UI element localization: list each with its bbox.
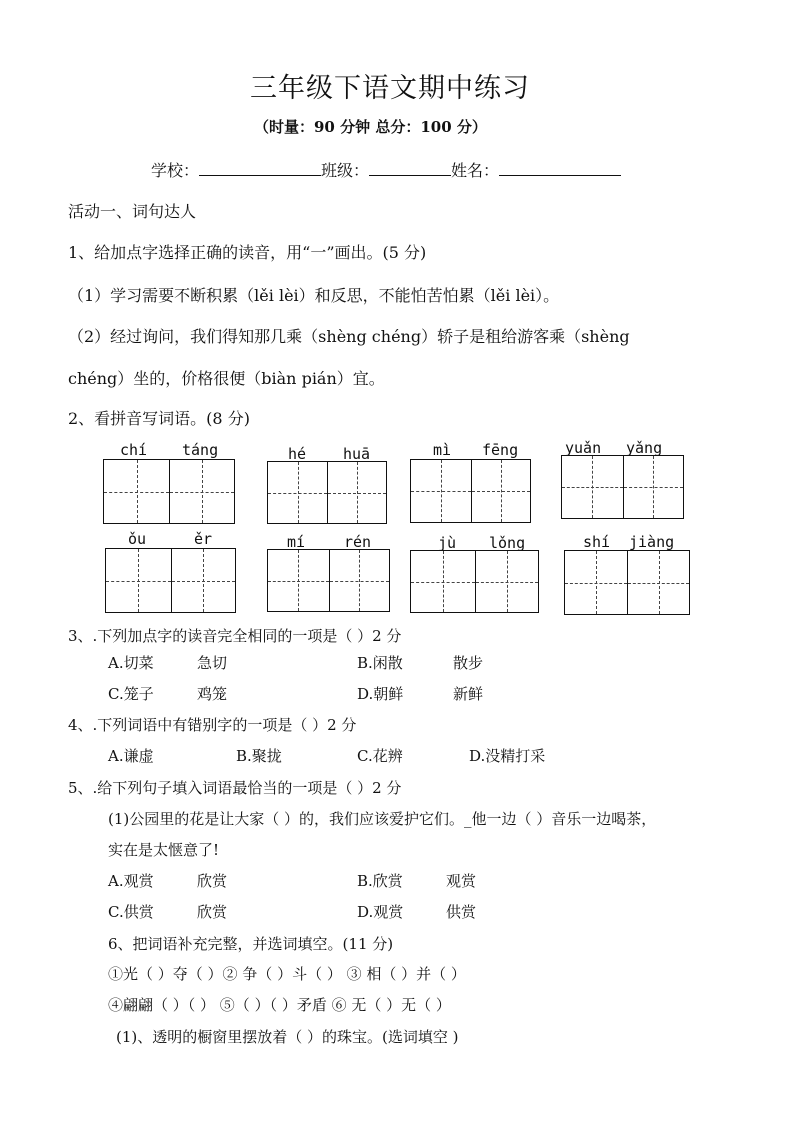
name-blank[interactable] (499, 159, 621, 176)
option-a-word: 欣赏 (197, 872, 228, 890)
question-3-prompt: 3、.下列加点字的读音完全相同的一项是（ ）2 分 (68, 627, 402, 645)
option-c-word: 欣赏 (197, 903, 228, 921)
question-2-prompt: 2、看拼音写词语。(8 分) (68, 409, 250, 428)
pinyin-label: yǎng (626, 439, 663, 457)
option-b[interactable]: B.闲散 (357, 654, 403, 672)
school-label: 学校： (151, 161, 200, 180)
writing-grid[interactable] (103, 459, 235, 524)
writing-grid[interactable] (267, 461, 387, 524)
school-blank[interactable] (199, 159, 321, 176)
question-5-sentence: 实在是太惬意了! (108, 841, 220, 859)
question-1-prompt: 1、给加点字选择正确的读音，用“一”画出。(5 分) (68, 243, 427, 262)
pinyin-label: hé (288, 445, 307, 463)
pinyin-label: lǒng (489, 534, 526, 552)
writing-grid[interactable] (105, 548, 236, 613)
question-6-line: ④翩翩（ ）（ ） ⑤（ ）（ ）矛盾 ⑥ 无（ ）无（ ） (108, 996, 451, 1014)
pinyin-label: fēng (482, 441, 519, 459)
option-b-word: 散步 (453, 654, 484, 672)
question-1-line: （1）学习需要不断积累（lěi lèi）和反思，不能怕苦怕累（lěi lèi）。 (68, 286, 560, 305)
pinyin-label: jiàng (629, 533, 675, 551)
pinyin-label: mí (287, 533, 306, 551)
page-title: 三年级下语文期中练习 (250, 73, 530, 104)
option-b[interactable]: B.欣赏 (357, 872, 403, 890)
pinyin-label: ǒu (128, 530, 147, 548)
writing-grid[interactable] (564, 550, 690, 615)
option-a-word: 急切 (197, 654, 228, 672)
pinyin-label: mì (433, 441, 452, 459)
pinyin-label: shí (583, 533, 611, 551)
option-d[interactable]: D.没精打采 (469, 747, 546, 765)
option-c[interactable]: C.供赏 (108, 903, 154, 921)
class-blank[interactable] (369, 159, 451, 176)
pinyin-label: jù (438, 534, 457, 552)
pinyin-label: chí (120, 441, 148, 459)
option-b[interactable]: B.聚拢 (236, 747, 282, 765)
pinyin-label: huā (343, 445, 371, 463)
question-4-prompt: 4、.下列词语中有错别字的一项是（ ）2 分 (68, 716, 357, 734)
exam-info: （时量：90 分钟 总分：100 分） (254, 118, 487, 136)
option-d-word: 新鲜 (453, 685, 484, 703)
writing-grid[interactable] (410, 550, 539, 613)
option-d[interactable]: D.观赏 (357, 903, 404, 921)
option-c[interactable]: C.花辨 (357, 747, 403, 765)
question-6-line: ①光（ ）夺（ ）② 争（ ）斗（ ） ③ 相（ ）并（ ） (108, 965, 466, 983)
question-6-fill-sentence: (1)、透明的橱窗里摆放着（ ）的珠宝。(选词填空 ) (116, 1028, 459, 1046)
question-5-sentence: (1)公园里的花是让大家（ ）的，我们应该爱护它们。_他一边（ ）音乐一边喝茶， (108, 810, 657, 828)
option-b-word: 观赏 (446, 872, 477, 890)
pinyin-label: rén (344, 533, 372, 551)
option-a[interactable]: A.观赏 (108, 872, 154, 890)
writing-grid[interactable] (561, 455, 684, 519)
question-1-line: （2）经过询问，我们得知那几乘（shèng chéng）轿子是租给游客乘（shèng (68, 327, 630, 346)
question-6-prompt: 6、把词语补充完整，并选词填空。(11 分) (108, 935, 394, 953)
option-d[interactable]: D.朝鲜 (357, 685, 404, 703)
class-label: 班级： (321, 161, 370, 180)
name-label: 姓名： (451, 161, 500, 180)
option-d-word: 供赏 (446, 903, 477, 921)
writing-grid[interactable] (410, 459, 531, 523)
student-info-line (151, 158, 621, 181)
pinyin-label: táng (182, 441, 219, 459)
question-1-line: chéng）坐的，价格很便（biàn pián）宜。 (68, 369, 385, 388)
option-a[interactable]: A.切菜 (108, 654, 154, 672)
pinyin-label: yuǎn (565, 439, 602, 457)
pinyin-label: ěr (194, 530, 213, 548)
option-c[interactable]: C.笼子 (108, 685, 154, 703)
writing-grid[interactable] (267, 549, 390, 612)
option-a[interactable]: A.谦虚 (108, 747, 154, 765)
question-5-prompt: 5、.给下列句子填入词语最恰当的一项是（ ）2 分 (68, 779, 402, 797)
section-title: 活动一、词句达人 (68, 202, 197, 221)
option-c-word: 鸡笼 (197, 685, 228, 703)
